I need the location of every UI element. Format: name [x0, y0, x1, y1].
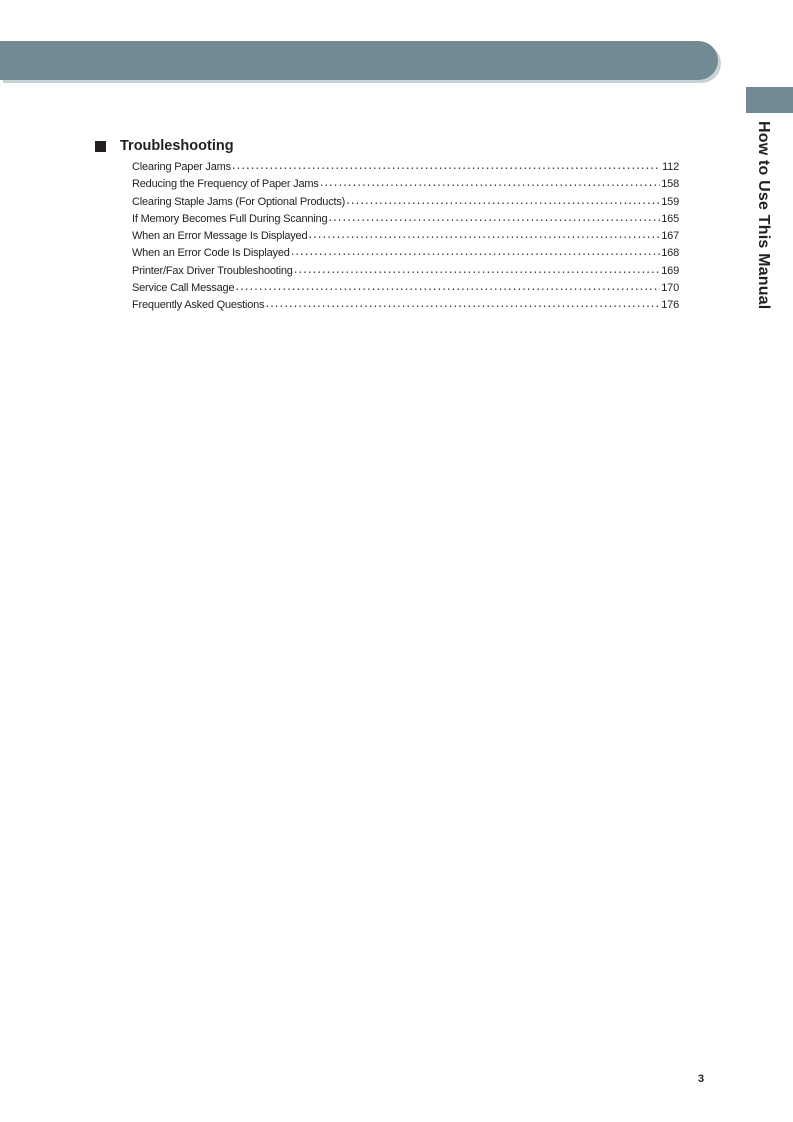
dot-leader: [295, 267, 661, 276]
toc-item[interactable]: [132, 213, 679, 230]
section-title: Troubleshooting: [120, 138, 234, 154]
toc-item-page: 168: [661, 247, 679, 260]
square-bullet-icon: [95, 141, 106, 152]
toc-item[interactable]: [132, 265, 679, 282]
dot-leader: [347, 198, 660, 207]
page-number: 3: [698, 1073, 705, 1085]
dot-leader: [292, 249, 661, 258]
side-tab-marker: [746, 87, 793, 113]
side-tab-label: How to Use This Manual: [755, 121, 772, 310]
toc-item-label: Clearing Staple Jams (For Optional Products): [132, 195, 346, 208]
toc-item-page: 167: [661, 230, 679, 243]
toc-item-label: Reducing the Frequency of Paper Jams: [132, 178, 319, 191]
toc-item[interactable]: [132, 247, 679, 264]
toc-item-page: 176: [661, 299, 679, 312]
toc-item[interactable]: [132, 196, 679, 213]
toc-item[interactable]: [132, 299, 679, 316]
toc-item-page: 158: [661, 178, 679, 191]
dot-leader: [321, 180, 661, 189]
toc-item-label: Service Call Message: [132, 282, 235, 295]
toc-item[interactable]: [132, 161, 679, 178]
toc-item-page: 159: [661, 195, 679, 208]
dot-leader: [309, 232, 660, 241]
toc-item-label: Clearing Paper Jams: [132, 161, 231, 173]
toc-item-label: If Memory Becomes Full During Scanning: [132, 212, 328, 225]
header-band: [0, 41, 718, 80]
toc-item[interactable]: [132, 282, 679, 299]
troubleshooting-section: [95, 137, 685, 317]
toc-item-page: 170: [661, 282, 679, 295]
toc-item[interactable]: [132, 178, 679, 195]
section-heading: [95, 137, 685, 155]
dot-leader: [329, 215, 660, 224]
toc-item-label: Frequently Asked Questions: [132, 299, 265, 312]
toc-item[interactable]: [132, 230, 679, 247]
toc-item-label: Printer/Fax Driver Troubleshooting: [132, 264, 293, 277]
toc-item-label: When an Error Code Is Displayed: [132, 247, 290, 260]
toc-list: [132, 161, 679, 317]
toc-item-page: 169: [661, 264, 679, 277]
toc-item-page: 165: [661, 212, 679, 225]
dot-leader: [266, 301, 660, 310]
dot-leader: [233, 163, 661, 172]
dot-leader: [236, 284, 660, 293]
toc-item-page: 112: [662, 161, 679, 173]
toc-item-label: When an Error Message Is Displayed: [132, 230, 308, 243]
